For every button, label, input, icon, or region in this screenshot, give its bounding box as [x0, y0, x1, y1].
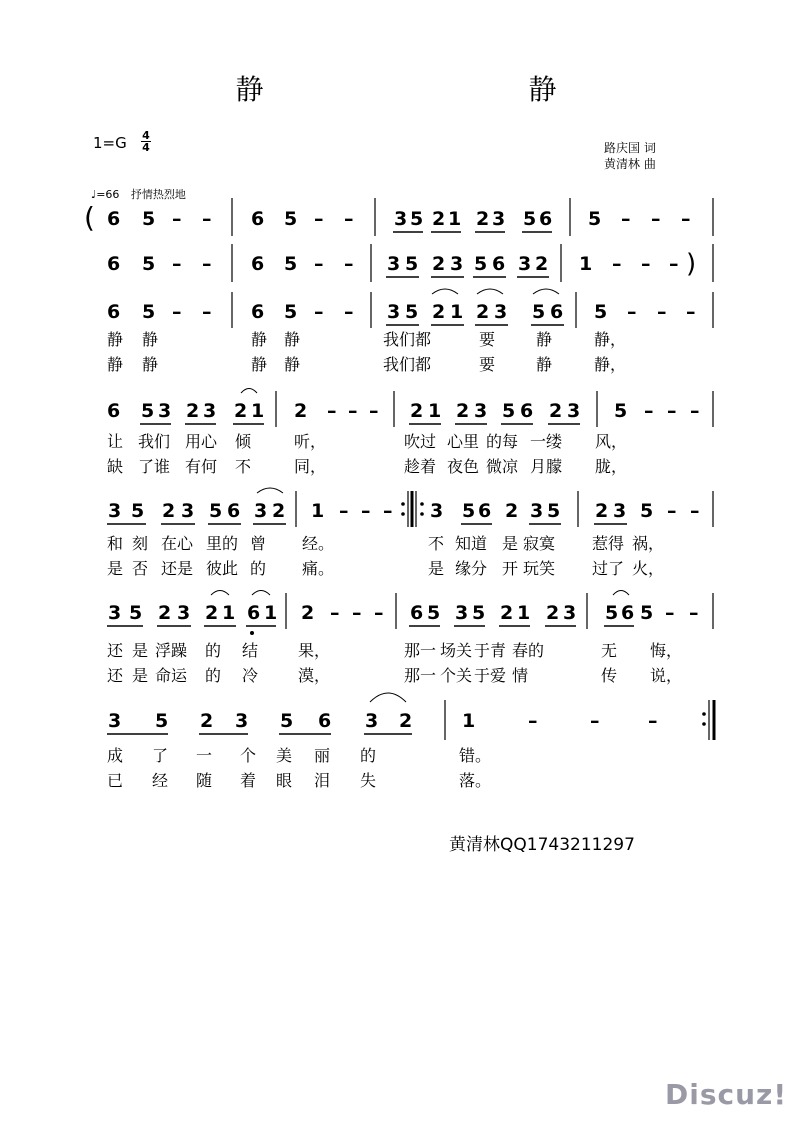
svg-text:5: 5 [284, 208, 298, 230]
lyric: 冷 [242, 666, 259, 685]
svg-text:5: 5 [640, 602, 654, 624]
svg-text:2: 2 [410, 400, 424, 422]
svg-text:5: 5 [605, 602, 619, 624]
tempo-expression: 抒情热烈地 [130, 188, 186, 201]
svg-text:1: 1 [448, 208, 462, 230]
lyric: 着 [240, 771, 257, 790]
svg-text:1: 1 [450, 301, 464, 323]
system-2 [107, 244, 713, 282]
svg-text:–: – [690, 500, 700, 522]
svg-text:1: 1 [517, 602, 531, 624]
lyric: 心里 [447, 432, 480, 451]
svg-text:1: 1 [264, 602, 278, 624]
system-7 [107, 693, 714, 740]
svg-text:2: 2 [476, 208, 490, 230]
svg-text:5: 5 [462, 500, 476, 522]
svg-text:5: 5 [474, 253, 488, 275]
svg-text:–: – [339, 500, 349, 522]
svg-text:–: – [314, 253, 324, 275]
lyric: 传 [601, 666, 618, 685]
lyric: 是 [428, 559, 445, 578]
lyric: 一 [196, 746, 213, 765]
forum-watermark: Discuz! [665, 1078, 788, 1111]
svg-text:3: 3 [203, 400, 217, 422]
svg-text:–: – [690, 400, 700, 422]
svg-text:5: 5 [405, 253, 419, 275]
svg-text:–: – [344, 253, 354, 275]
lyric: 在心 [161, 534, 194, 553]
svg-text:2: 2 [162, 500, 176, 522]
svg-text:5: 5 [284, 301, 298, 323]
svg-text:2: 2 [500, 602, 514, 624]
lyric: 还是 [161, 559, 194, 578]
lyric: 静 [107, 330, 124, 349]
svg-text:5: 5 [209, 500, 223, 522]
svg-text:2: 2 [476, 301, 490, 323]
system-4 [107, 389, 713, 428]
lyric: 是 [132, 666, 149, 685]
lyric: 了 [152, 746, 169, 765]
svg-text:3: 3 [455, 602, 469, 624]
svg-text:–: – [202, 253, 212, 275]
lyric: 美 [276, 746, 293, 765]
system-1 [84, 198, 713, 236]
lyric: 的 [360, 746, 377, 765]
svg-text:6: 6 [251, 253, 265, 275]
lyric: 静， [594, 330, 627, 349]
lyric: 曾 [250, 534, 267, 553]
lyric: 缺 [107, 457, 124, 476]
svg-text:2: 2 [505, 500, 519, 522]
svg-text:6: 6 [410, 602, 424, 624]
lyricist-credit: 路庆国 词 [604, 141, 656, 155]
svg-text:3: 3 [108, 500, 122, 522]
svg-text:5: 5 [405, 301, 419, 323]
svg-text:–: – [172, 208, 182, 230]
svg-text:5: 5 [142, 253, 156, 275]
svg-text:6: 6 [520, 400, 534, 422]
svg-text:–: – [383, 500, 393, 522]
svg-text:–: – [369, 400, 379, 422]
svg-text:2: 2 [200, 710, 214, 732]
lyric: 错。 [459, 746, 492, 765]
svg-text:3: 3 [235, 710, 249, 732]
lyric: 的 [205, 641, 222, 660]
lyric: 静 [284, 355, 301, 374]
lyric: 月朦 [530, 457, 563, 476]
svg-text:2: 2 [294, 400, 308, 422]
svg-text:6: 6 [251, 208, 265, 230]
arranger-signature: 黄清林QQ1743211297 [449, 835, 635, 855]
lyric: 风， [595, 432, 628, 451]
lyric: 说， [650, 666, 683, 685]
svg-text:5: 5 [523, 208, 537, 230]
svg-text:5: 5 [141, 400, 155, 422]
lyric: 同， [294, 457, 327, 476]
svg-text:3: 3 [563, 602, 577, 624]
lyric: 趁着 [404, 457, 437, 476]
lyric: 已 [107, 771, 124, 790]
svg-text:–: – [361, 500, 371, 522]
lyric: 失 [360, 771, 377, 790]
lyric: 要 [479, 355, 496, 374]
svg-text:2: 2 [595, 500, 609, 522]
lyric: 还 [107, 666, 124, 685]
svg-text:5: 5 [502, 400, 516, 422]
svg-text:3: 3 [394, 208, 408, 230]
svg-text:6: 6 [227, 500, 241, 522]
svg-text:–: – [669, 253, 679, 275]
svg-text:–: – [314, 301, 324, 323]
svg-text:2: 2 [432, 208, 446, 230]
svg-text:–: – [665, 602, 675, 624]
lyric: 果， [298, 641, 331, 660]
lyric: 要 [479, 330, 496, 349]
svg-text:2: 2 [432, 301, 446, 323]
svg-text:3: 3 [567, 400, 581, 422]
svg-text:3: 3 [177, 602, 191, 624]
key-signature: 1=G [93, 134, 127, 152]
svg-text:2: 2 [546, 602, 560, 624]
lyric: 不 [235, 457, 252, 476]
svg-text:3: 3 [254, 500, 268, 522]
lyric: 火， [632, 559, 665, 578]
lyric: 眼 [276, 771, 293, 790]
lyric: 悔， [650, 641, 683, 660]
lyric: 是 [107, 559, 124, 578]
svg-text:3: 3 [492, 208, 506, 230]
system-3 [107, 289, 713, 328]
lyric: 静 [107, 355, 124, 374]
svg-text:5: 5 [142, 301, 156, 323]
svg-text:5: 5 [614, 400, 628, 422]
lyric: 让 [107, 432, 124, 451]
svg-text:6: 6 [492, 253, 506, 275]
lyric: 漠， [298, 666, 331, 685]
lyric: 静， [594, 355, 627, 374]
lyric: 夜色 [447, 457, 480, 476]
svg-text:3: 3 [613, 500, 627, 522]
svg-text:5: 5 [640, 500, 654, 522]
svg-text:–: – [667, 500, 677, 522]
svg-text:6: 6 [247, 602, 261, 624]
svg-text:6: 6 [107, 400, 121, 422]
svg-text:–: – [352, 602, 362, 624]
svg-text:–: – [644, 400, 654, 422]
lyric: 经。 [302, 534, 335, 553]
lyric: 有何 [185, 457, 218, 476]
lyric: 一缕 [530, 432, 563, 451]
svg-text:3: 3 [530, 500, 544, 522]
svg-text:2: 2 [549, 400, 563, 422]
svg-text:5: 5 [532, 301, 546, 323]
lyric: 无 [601, 641, 618, 660]
svg-text:5: 5 [131, 500, 145, 522]
lyric: 缘分 [455, 559, 488, 578]
lyric: 寂寞 [523, 534, 556, 553]
lyric: 过了 [592, 559, 625, 578]
lyric: 那一 [404, 666, 437, 685]
system-5 [107, 488, 713, 527]
svg-text:–: – [686, 301, 696, 323]
lyric: 听， [294, 432, 327, 451]
svg-text:6: 6 [107, 253, 121, 275]
lyric: 随 [196, 771, 213, 790]
lyric: 静 [142, 330, 159, 349]
lyric: 静 [536, 355, 553, 374]
svg-text:–: – [344, 208, 354, 230]
lyric: 浮躁 [155, 641, 188, 660]
lyric: 那一 [404, 641, 437, 660]
time-signature-top: 4 [142, 129, 150, 142]
lyric: 开 [502, 559, 519, 578]
system-6 [107, 591, 713, 636]
lyric: 了谁 [138, 457, 171, 476]
svg-text:6: 6 [318, 710, 332, 732]
svg-text:–: – [172, 301, 182, 323]
svg-text:–: – [641, 253, 651, 275]
lyric: 彼此 [206, 559, 239, 578]
lyric: 命运 [155, 666, 188, 685]
svg-text:–: – [689, 602, 699, 624]
svg-text:5: 5 [588, 208, 602, 230]
svg-text:1: 1 [462, 710, 476, 732]
lyric: 于青 [474, 641, 507, 660]
lyric: 情 [512, 666, 529, 685]
svg-text:–: – [327, 400, 337, 422]
svg-text:1: 1 [428, 400, 442, 422]
svg-text:5: 5 [547, 500, 561, 522]
svg-text:–: – [314, 208, 324, 230]
lyric: 的 [250, 559, 267, 578]
svg-text:5: 5 [284, 253, 298, 275]
svg-text:3: 3 [158, 400, 172, 422]
svg-text:–: – [681, 208, 691, 230]
svg-text:–: – [667, 400, 677, 422]
svg-text:2: 2 [205, 602, 219, 624]
lyric: 落。 [459, 771, 492, 790]
svg-text:5: 5 [427, 602, 441, 624]
lyric: 成 [107, 746, 124, 765]
svg-text:–: – [344, 301, 354, 323]
lyric: 惹得 [592, 534, 625, 553]
lyric: 静 [251, 355, 268, 374]
svg-text:6: 6 [621, 602, 635, 624]
svg-text:3: 3 [430, 500, 444, 522]
lyric: 泪 [314, 771, 331, 790]
svg-text:(: ( [84, 201, 95, 234]
svg-text:5: 5 [280, 710, 294, 732]
lyric: 玩笑 [523, 559, 556, 578]
svg-text:5: 5 [155, 710, 169, 732]
lyric: 倾 [235, 432, 252, 451]
lyric: 个关 [440, 666, 473, 685]
svg-text:6: 6 [478, 500, 492, 522]
lyric: 胧， [595, 457, 628, 476]
svg-text:): ) [686, 249, 697, 279]
svg-text:3: 3 [450, 253, 464, 275]
svg-text:2: 2 [456, 400, 470, 422]
svg-text:2: 2 [432, 253, 446, 275]
svg-text:3: 3 [387, 253, 401, 275]
svg-text:–: – [590, 710, 600, 732]
svg-text:1: 1 [222, 602, 236, 624]
lyric: 静 [536, 330, 553, 349]
svg-text:3: 3 [365, 710, 379, 732]
svg-text:–: – [202, 208, 212, 230]
svg-text:3: 3 [108, 710, 122, 732]
svg-text:–: – [612, 253, 622, 275]
svg-text:2: 2 [301, 602, 315, 624]
lyric: 丽 [314, 746, 331, 765]
svg-text:3: 3 [518, 253, 532, 275]
svg-text:1: 1 [251, 400, 265, 422]
svg-text:–: – [172, 253, 182, 275]
lyric: 微凉 [486, 457, 519, 476]
lyric: 我们 [138, 432, 171, 451]
lyric: 静 [251, 330, 268, 349]
svg-text:2: 2 [535, 253, 549, 275]
svg-text:6: 6 [539, 208, 553, 230]
svg-text:6: 6 [107, 208, 121, 230]
svg-text:3: 3 [494, 301, 508, 323]
lyric: 是 [502, 534, 519, 553]
lyric: 于爱 [474, 666, 507, 685]
lyric: 春的 [512, 641, 545, 660]
lyric: 还 [107, 641, 124, 660]
svg-text:–: – [621, 208, 631, 230]
lyric: 静 [284, 330, 301, 349]
svg-text:3: 3 [108, 602, 122, 624]
svg-text:3: 3 [387, 301, 401, 323]
svg-text:6: 6 [251, 301, 265, 323]
lyric: 我们都 [383, 355, 432, 374]
lyric: 刻 [132, 534, 149, 553]
svg-text:–: – [528, 710, 538, 732]
composer-credit: 黄清林 曲 [604, 157, 656, 171]
svg-text:6: 6 [107, 301, 121, 323]
svg-text:5: 5 [410, 208, 424, 230]
svg-text:2: 2 [186, 400, 200, 422]
svg-text:–: – [202, 301, 212, 323]
tempo-value: ♩=66 [91, 188, 120, 201]
svg-text:6: 6 [550, 301, 564, 323]
svg-text:2: 2 [234, 400, 248, 422]
svg-text:–: – [374, 602, 384, 624]
lyric: 痛。 [302, 559, 335, 578]
song-title: 静 静 [235, 73, 685, 106]
svg-text:1: 1 [311, 500, 325, 522]
svg-text:2: 2 [399, 710, 413, 732]
svg-text:3: 3 [181, 500, 195, 522]
lyric: 吹过 [404, 432, 437, 451]
lyric: 静 [142, 355, 159, 374]
lyric: 结 [242, 641, 259, 660]
svg-text:5: 5 [142, 208, 156, 230]
lyric: 经 [152, 771, 169, 790]
svg-text:–: – [627, 301, 637, 323]
lyric: 场关 [440, 641, 473, 660]
lyric: 不 [428, 534, 445, 553]
svg-text:–: – [330, 602, 340, 624]
svg-text:2: 2 [272, 500, 286, 522]
lyric: 否 [132, 559, 149, 578]
lyric: 祸， [632, 534, 665, 553]
svg-text:2: 2 [158, 602, 172, 624]
lyric: 和 [107, 534, 124, 553]
lyric: 我们都 [383, 330, 432, 349]
lyric: 的 [205, 666, 222, 685]
svg-text:–: – [348, 400, 358, 422]
svg-text:5: 5 [594, 301, 608, 323]
svg-text:–: – [657, 301, 667, 323]
lyric: 是 [132, 641, 149, 660]
svg-text:3: 3 [474, 400, 488, 422]
lyric: 用心 [185, 432, 218, 451]
svg-text:1: 1 [579, 253, 593, 275]
time-signature-bottom: 4 [142, 141, 150, 154]
lyric: 里的 [206, 534, 239, 553]
svg-text:5: 5 [129, 602, 143, 624]
lyric: 个 [240, 746, 257, 765]
lyric: 知道 [455, 534, 488, 553]
svg-text:5: 5 [472, 602, 486, 624]
svg-text:–: – [648, 710, 658, 732]
lyric: 的每 [486, 432, 519, 451]
svg-text:–: – [651, 208, 661, 230]
